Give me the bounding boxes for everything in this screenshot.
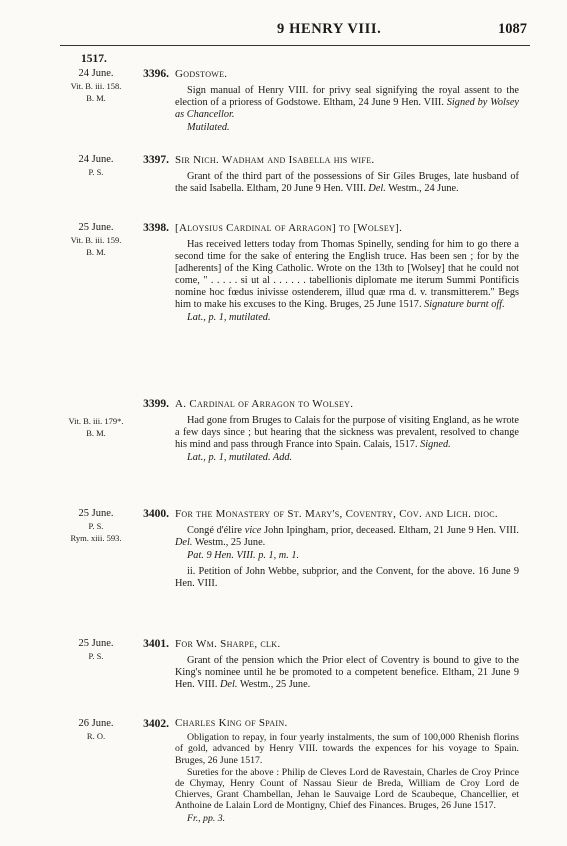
running-title: 9 HENRY VIII. bbox=[277, 21, 382, 37]
entry-note: Lat., p. 1, mutilated. bbox=[187, 312, 271, 323]
entry-heading: Sir Nich. Wadham and Isabella his wife. bbox=[175, 154, 375, 166]
entry-body bbox=[175, 638, 519, 692]
entry-number: 3398. bbox=[143, 222, 169, 234]
entry-text-main: Has received letters today from Thomas Spinelly, sending for him to go there a second time for the sake of entering the English truce. Has been sen ; for by the [adherents] of the King Catholic. Wrote on the 13th to [Wolsey] that he could not come, " . . . . . si ut al . . . . . . tabellionis diplomate me iterum Summi Pontificis nomine hoc fœdus inivisse ostenderem, illud quæ rma d. v. transmitterem." Begs him to make his excuses to the King. Bruges, 25 June 1517. bbox=[175, 239, 519, 310]
entry-text-main: John Ipingham, prior, deceased. Eltham, 21 June 9 Hen. VIII. bbox=[264, 525, 519, 536]
entry-heading: Charles King of Spain. bbox=[175, 717, 288, 729]
entry-source: P. S. bbox=[88, 651, 104, 661]
entry-date: 25 June. bbox=[78, 638, 114, 649]
entry-body bbox=[175, 68, 519, 134]
entry-number: 3399. bbox=[143, 398, 169, 410]
entry-text-main: Westm., 25 June. bbox=[194, 537, 266, 548]
entry-body bbox=[175, 508, 519, 591]
entry-text-main: Westm., 25 June. bbox=[239, 679, 311, 690]
entry-body bbox=[175, 154, 519, 196]
entry-heading: For Wm. Sharpe, clk. bbox=[175, 638, 281, 650]
entry-text bbox=[175, 85, 519, 121]
entry-text-italic: vice bbox=[244, 525, 262, 536]
entry-heading: Godstowe. bbox=[175, 68, 228, 80]
entry-body bbox=[175, 222, 519, 324]
entry-number: 3400. bbox=[143, 508, 169, 520]
entry-meta bbox=[55, 718, 137, 742]
entry-text-main: Grant of the third part of the possessions of Sir Giles Bruges, late husband of the said Isabella. Eltham, 20 June 9 Hen. VIII. bbox=[175, 171, 519, 194]
entry-text-main: Sign manual of Henry VIII. for privy seal signifying the royal assent to the election of a prioress of Godstowe. Eltham, 24 June 9 Hen. VIII. bbox=[175, 85, 519, 108]
entry-meta bbox=[55, 508, 137, 544]
entry-source: P. S. bbox=[88, 521, 104, 531]
entry-date: 25 June. bbox=[78, 508, 114, 519]
entry-meta bbox=[55, 154, 137, 178]
entry-source: P. S. bbox=[88, 167, 104, 177]
entry-meta bbox=[55, 68, 137, 104]
entry-number: 3401. bbox=[143, 638, 169, 650]
entry-text-italic: Signature burnt off. bbox=[424, 299, 505, 310]
entry-note: Mutilated. bbox=[187, 122, 230, 133]
entry-body bbox=[175, 398, 519, 464]
entry-text-main: Had gone from Bruges to Calais for the purpose of visiting England, as he wrote a few days since ; but hearing that the sickness was prevalent, resolved to change his mind and pass through France into Spain. Calais, 1517. bbox=[175, 415, 519, 450]
entry-text-italic: Del. bbox=[368, 183, 386, 194]
entry-heading: A. Cardinal of Arragon to Wolsey. bbox=[175, 398, 354, 410]
entry-date: 24 June. bbox=[78, 68, 114, 79]
entry-source: Rym. xiii. 593. bbox=[70, 533, 122, 543]
entry-date: 24 June. bbox=[78, 154, 114, 165]
entry-text bbox=[175, 655, 519, 691]
year-label: 1517. bbox=[81, 53, 107, 65]
entry-text-italic: Del. bbox=[220, 679, 238, 690]
entry-text: Sureties for the above : Philip de Cleves Lord de Ravestain, Charles de Croy Prince de Chymay, Henry Count of Nassau Sieur de Breda, William de Croy Lord de Chierves, Grant Chambellan, Jehan le Sauvaige Lord de Scaubeque, Chancellier, et Anthoine de Lalain Lord de Montigny, Chief des Finances. Bruges, 26 June 1517. bbox=[175, 766, 519, 812]
entry-number: 3396. bbox=[143, 68, 169, 80]
page-number: 1087 bbox=[498, 21, 527, 37]
entry-text bbox=[175, 171, 519, 195]
entry-meta bbox=[55, 638, 137, 662]
entry-source: B. M. bbox=[86, 428, 106, 438]
entry-heading: [Aloysius Cardinal of Arragon] to [Wolsey]. bbox=[175, 222, 403, 234]
entry-note: Pat. 9 Hen. VIII. p. 1, m. 1. bbox=[187, 550, 300, 561]
entry-text-italic: Signed by Wolsey as Chancellor. bbox=[175, 97, 519, 120]
entry-source: B. M. bbox=[86, 93, 106, 103]
entry-meta bbox=[55, 415, 137, 439]
entry-source: Vit. B. iii. 158. bbox=[70, 81, 122, 91]
entry-text-main: Grant of the pension which the Prior elect of Coventry is bound to give to the King's nominee until he be promoted to a competent benefice. Eltham, 21 June 9 Hen. VIII. bbox=[175, 655, 519, 690]
entry-text bbox=[175, 415, 519, 451]
entry-note: Fr., pp. 3. bbox=[187, 812, 226, 824]
entry-source: B. M. bbox=[86, 247, 106, 257]
entry-heading: For the Monastery of St. Mary's, Coventry, Cov. and Lich. dioc. bbox=[175, 508, 498, 520]
entry-text bbox=[175, 239, 519, 311]
entry-meta bbox=[55, 222, 137, 258]
entry-source: Vit. B. iii. 179*. bbox=[68, 416, 124, 426]
entry-date: 25 June. bbox=[78, 222, 114, 233]
entry-text: ii. Petition of John Webbe, subprior, and the Convent, for the above. 16 June 9 Hen. VIII. bbox=[175, 566, 519, 589]
entry-text-italic: Del. bbox=[175, 537, 193, 548]
running-header bbox=[0, 21, 567, 41]
entry-body bbox=[175, 718, 519, 824]
entry-text: Obligation to repay, in four yearly instalments, the sum of 100,000 Rhenish florins of gold, advanced by Henry VIII. towards the expences for his voyage to Spain. Bruges, 26 June 1517. bbox=[175, 732, 519, 766]
entry-text bbox=[175, 525, 519, 549]
entry-date: 26 June. bbox=[78, 718, 114, 729]
entry-number: 3397. bbox=[143, 154, 169, 166]
entry-source: R. O. bbox=[86, 731, 106, 741]
entry-note: Lat., p. 1, mutilated. Add. bbox=[187, 452, 293, 463]
entry-text-italic: Signed. bbox=[420, 439, 451, 450]
entry-source: Vit. B. iii. 159. bbox=[70, 235, 122, 245]
header-rule bbox=[60, 45, 530, 46]
entry-number: 3402. bbox=[143, 718, 169, 730]
entry-text-main: Congé d'élire bbox=[187, 525, 242, 536]
entry-text-main: Westm., 24 June. bbox=[388, 183, 459, 194]
